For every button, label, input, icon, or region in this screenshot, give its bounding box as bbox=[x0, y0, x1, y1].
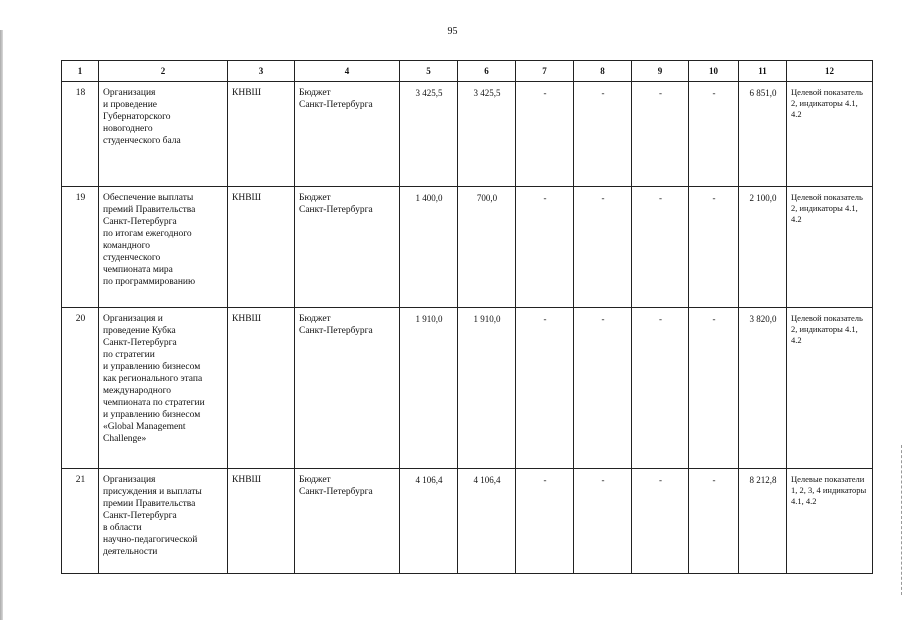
funding-source: Бюджет Санкт-Петербурга bbox=[295, 469, 400, 574]
header-col-1: 1 bbox=[62, 61, 99, 82]
funding-source: Бюджет Санкт-Петербурга bbox=[295, 187, 400, 308]
col-8-value: - bbox=[574, 308, 632, 469]
col-5-value: 3 425,5 bbox=[400, 82, 458, 187]
row-number: 20 bbox=[62, 308, 99, 469]
activity-name: Организация присуждения и выплаты премии Правительства Санкт-Петербурга в области научно-педагогической деятельности bbox=[99, 469, 228, 574]
header-col-7: 7 bbox=[516, 61, 574, 82]
table-row bbox=[62, 187, 873, 308]
header-col-3: 3 bbox=[228, 61, 295, 82]
scan-right-edge bbox=[901, 445, 903, 595]
col-6-value: 1 910,0 bbox=[458, 308, 516, 469]
col-6-value: 3 425,5 bbox=[458, 82, 516, 187]
col-7-value: - bbox=[516, 82, 574, 187]
table-header-row bbox=[62, 61, 873, 82]
col-5-value: 1 910,0 bbox=[400, 308, 458, 469]
col-10-value: - bbox=[689, 187, 739, 308]
target-indicators: Целевой показатель 2, индикаторы 4.1, 4.2 bbox=[787, 187, 873, 308]
col-7-value: - bbox=[516, 469, 574, 574]
col-6-value: 700,0 bbox=[458, 187, 516, 308]
header-col-2: 2 bbox=[99, 61, 228, 82]
row-number: 19 bbox=[62, 187, 99, 308]
executor: КНВШ bbox=[228, 82, 295, 187]
activity-name: Обеспечение выплаты премий Правительства Санкт-Петербурга по итогам ежегодного командного студенческого чемпионата мира по программированию bbox=[99, 187, 228, 308]
activity-name: Организация и проведение Губернаторского новогоднего студенческого бала bbox=[99, 82, 228, 187]
total-value: 6 851,0 bbox=[739, 82, 787, 187]
executor: КНВШ bbox=[228, 469, 295, 574]
header-col-10: 10 bbox=[689, 61, 739, 82]
target-indicators: Целевые показатели 1, 2, 3, 4 индикаторы 4.1, 4.2 bbox=[787, 469, 873, 574]
scan-left-edge bbox=[0, 30, 3, 620]
target-indicators: Целевой показатель 2, индикаторы 4.1, 4.2 bbox=[787, 82, 873, 187]
header-col-11: 11 bbox=[739, 61, 787, 82]
executor: КНВШ bbox=[228, 187, 295, 308]
col-9-value: - bbox=[632, 82, 689, 187]
row-number: 21 bbox=[62, 469, 99, 574]
header-col-4: 4 bbox=[295, 61, 400, 82]
col-7-value: - bbox=[516, 187, 574, 308]
table-row bbox=[62, 308, 873, 469]
col-6-value: 4 106,4 bbox=[458, 469, 516, 574]
table-row bbox=[62, 82, 873, 187]
col-10-value: - bbox=[689, 82, 739, 187]
col-8-value: - bbox=[574, 82, 632, 187]
header-col-6: 6 bbox=[458, 61, 516, 82]
col-9-value: - bbox=[632, 469, 689, 574]
page-number: 95 bbox=[447, 26, 458, 37]
col-10-value: - bbox=[689, 469, 739, 574]
total-value: 3 820,0 bbox=[739, 308, 787, 469]
table-row bbox=[62, 469, 873, 574]
col-7-value: - bbox=[516, 308, 574, 469]
funding-source: Бюджет Санкт-Петербурга bbox=[295, 82, 400, 187]
col-9-value: - bbox=[632, 187, 689, 308]
col-10-value: - bbox=[689, 308, 739, 469]
funding-source: Бюджет Санкт-Петербурга bbox=[295, 308, 400, 469]
header-col-8: 8 bbox=[574, 61, 632, 82]
col-9-value: - bbox=[632, 308, 689, 469]
row-number: 18 bbox=[62, 82, 99, 187]
header-col-9: 9 bbox=[632, 61, 689, 82]
col-8-value: - bbox=[574, 469, 632, 574]
total-value: 2 100,0 bbox=[739, 187, 787, 308]
header-col-12: 12 bbox=[787, 61, 873, 82]
activity-name: Организация и проведение Кубка Санкт-Петербурга по стратегии и управлению бизнесом как регионального этапа международного чемпионата по стратегии и управлению бизнесом «Global Management Challenge» bbox=[99, 308, 228, 469]
target-indicators: Целевой показатель 2, индикаторы 4.1, 4.2 bbox=[787, 308, 873, 469]
header-col-5: 5 bbox=[400, 61, 458, 82]
executor: КНВШ bbox=[228, 308, 295, 469]
program-activities-table bbox=[61, 60, 873, 574]
col-5-value: 4 106,4 bbox=[400, 469, 458, 574]
col-5-value: 1 400,0 bbox=[400, 187, 458, 308]
col-8-value: - bbox=[574, 187, 632, 308]
total-value: 8 212,8 bbox=[739, 469, 787, 574]
